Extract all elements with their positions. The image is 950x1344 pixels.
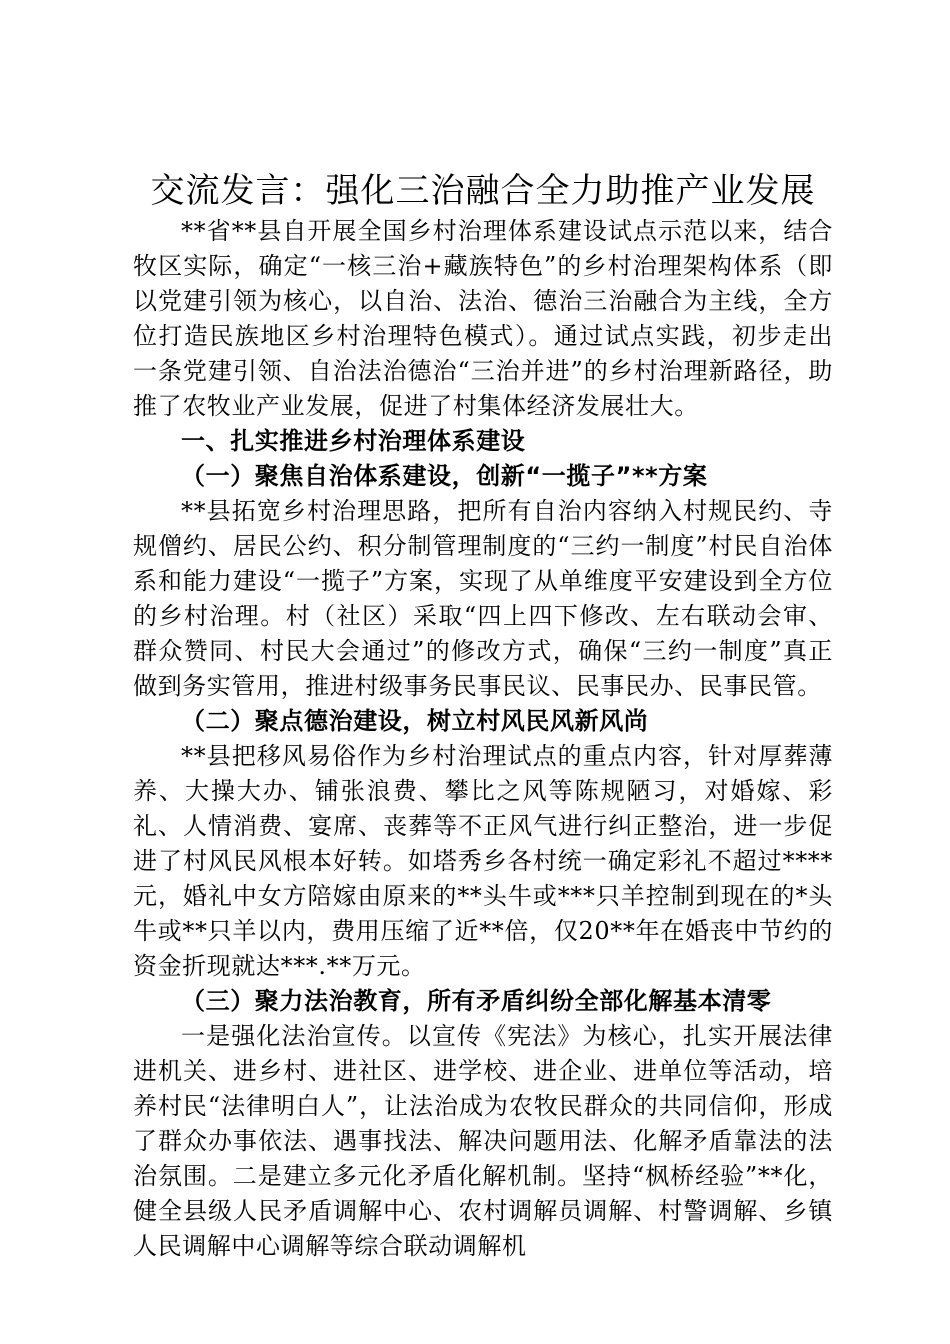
subsection-1-heading: （一）聚焦自治体系建设，创新“一揽子”**方案 [181, 462, 708, 490]
subsection-1-body: **县拓宽乡村治理思路，把所有自治内容纳入村规民约、寺规僧约、居民公约、积分制管理制度的“三约一制度”村民自治体系和能力建设“一揽子”方案，实现了从单维度平安建设到全方位的乡村治理。村（社区）采取“四上四下修改、左右联动会审、群众赞同、村民大会通过”的修改方式，确保“三约一制度”真正做到务实管用，推进村级事务民事民议、民事民办、民事民管。 [133, 497, 833, 700]
subsection-3-heading: （三）聚力法治教育，所有矛盾纠纷全部化解基本清零 [181, 987, 772, 1015]
subsection-2-body: **县把移风易俗作为乡村治理试点的重点内容，针对厚葬薄养、大操大办、铺张浪费、攀比之风等陈规陋习，对婚嫁、彩礼、人情消费、宴席、丧葬等不正风气进行纠正整治，进一步促进了村风民风根本好转。如塔秀乡各村统一确定彩礼不超过****元，婚礼中女方陪嫁由原来的**头牛或***只羊控制到现在的*头牛或**只羊以内，费用压缩了近**倍，仅20**年在婚丧中节约的资金折现就达***.**万元。 [133, 742, 833, 980]
subsection-3-body: 一是强化法治宣传。以宣传《宪法》为核心，扎实开展法律进机关、进乡村、进社区、进学校、进企业、进单位等活动，培养村民“法律明白人”，让法治成为农牧民群众的共同信仰，形成了群众办事依法、遇事找法、解决问题用法、化解矛盾靠法的法治氛围。二是建立多元化矛盾化解机制。坚持“枫桥经验”**化，健全县级人民矛盾调解中心、农村调解员调解、村警调解、乡镇人民调解中心调解等综合联动调解机 [133, 1022, 833, 1260]
document-content [133, 168, 833, 1264]
section-1-heading: 一、扎实推进乡村治理体系建设 [181, 427, 526, 455]
document-title: 交流发言：强化三治融合全力助推产业发展 [150, 171, 816, 211]
subsection-2-heading: （二）聚点德治建设，树立村风民风新风尚 [181, 707, 649, 735]
intro-paragraph: **省**县自开展全国乡村治理体系建设试点示范以来，结合牧区实际，确定“一核三治+藏族特色”的乡村治理架构体系（即以党建引领为核心，以自治、法治、德治三治融合为主线，全方位打造民族地区乡村治理特色模式）。通过试点实践，初步走出一条党建引领、自治法治德治“三治并进”的乡村治理新路径，助推了农牧业产业发展，促进了村集体经济发展壮大。 [133, 217, 833, 420]
